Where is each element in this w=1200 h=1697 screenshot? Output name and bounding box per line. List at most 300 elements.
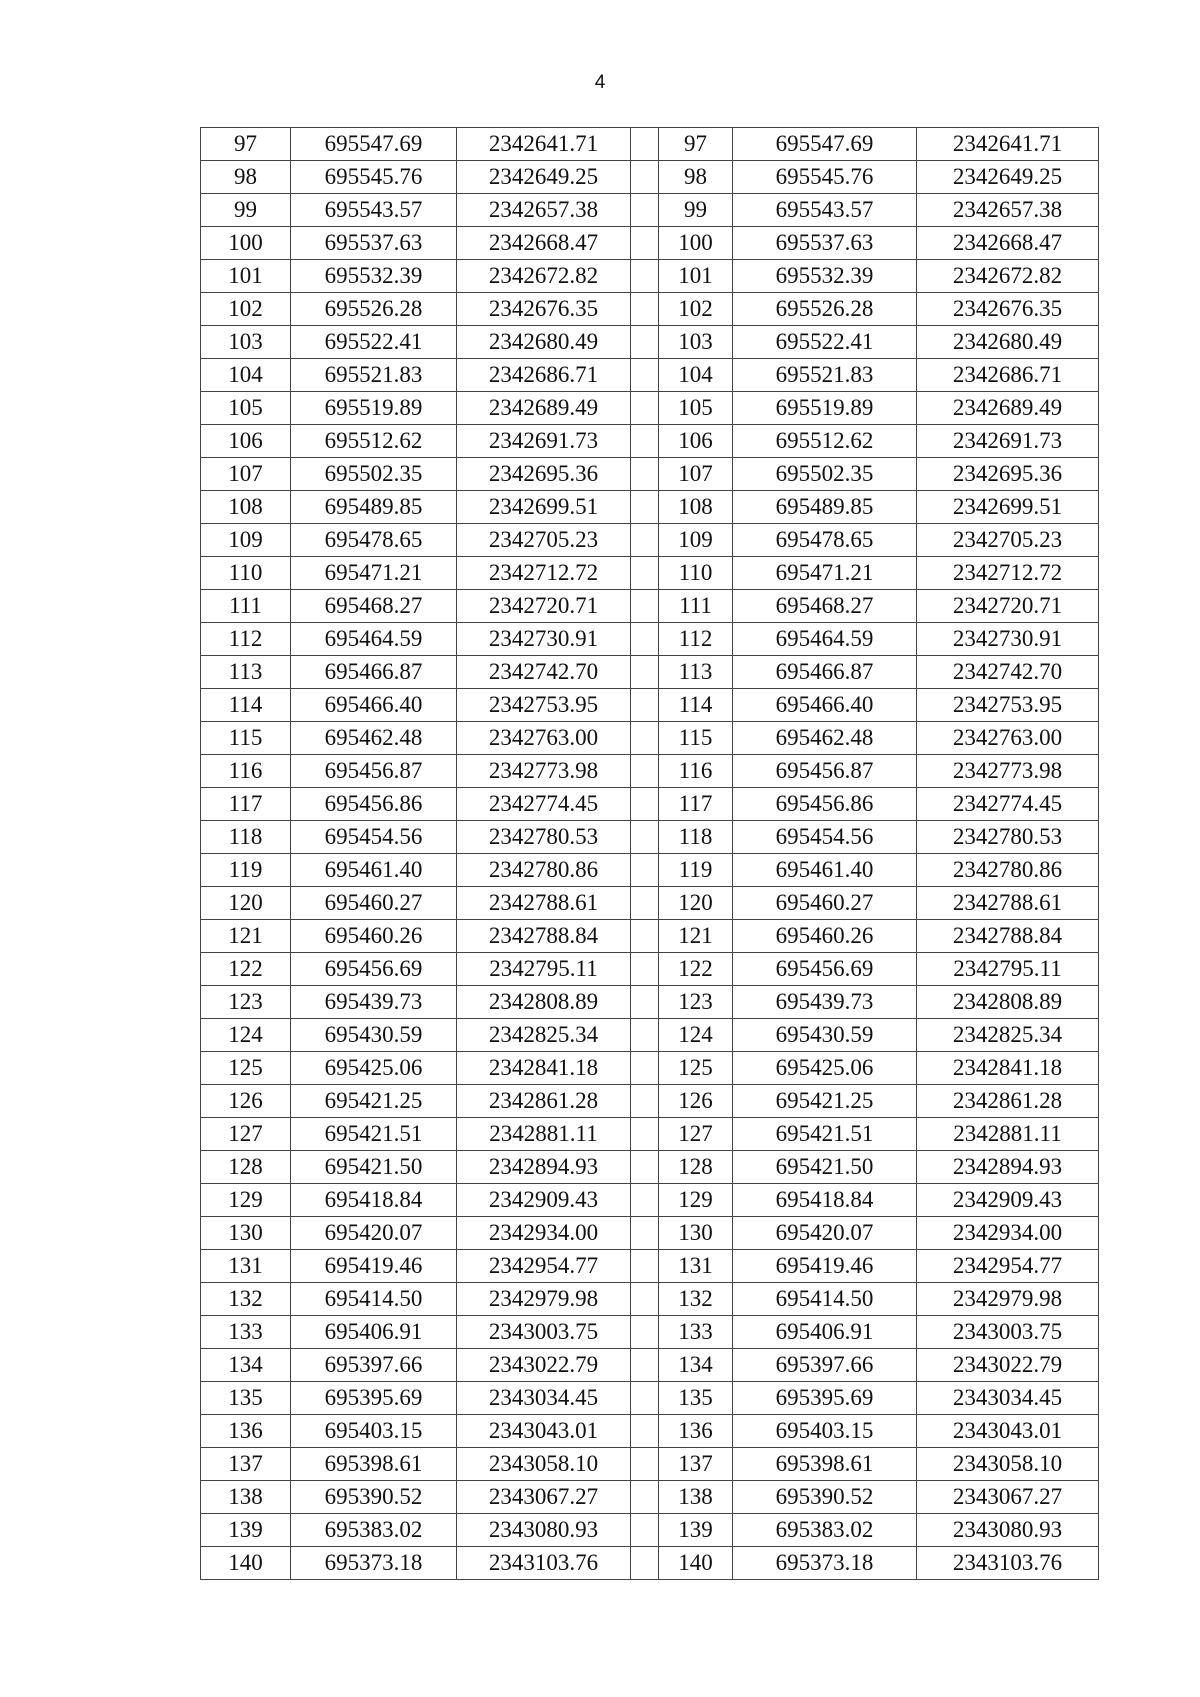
point-number-cell: 106 [201, 425, 291, 458]
y-coordinate-cell: 2342730.91 [917, 623, 1099, 656]
y-coordinate-cell: 2343103.76 [457, 1547, 631, 1580]
x-coordinate-cell: 695526.28 [291, 293, 457, 326]
y-coordinate-cell: 2343103.76 [917, 1547, 1099, 1580]
x-coordinate-cell: 695521.83 [291, 359, 457, 392]
y-coordinate-cell: 2343080.93 [457, 1514, 631, 1547]
y-coordinate-cell: 2342672.82 [457, 260, 631, 293]
y-coordinate-cell: 2342686.71 [457, 359, 631, 392]
point-number-cell: 97 [659, 128, 733, 161]
point-number-cell: 140 [201, 1547, 291, 1580]
y-coordinate-cell: 2342894.93 [457, 1151, 631, 1184]
x-coordinate-cell: 695502.35 [733, 458, 917, 491]
coordinate-table-body [201, 128, 1099, 1580]
x-coordinate-cell: 695478.65 [733, 524, 917, 557]
y-coordinate-cell: 2342699.51 [917, 491, 1099, 524]
x-coordinate-cell: 695398.61 [733, 1448, 917, 1481]
table-row [201, 920, 1099, 953]
point-number-cell: 126 [659, 1085, 733, 1118]
point-number-cell: 109 [659, 524, 733, 557]
point-number-cell: 107 [201, 458, 291, 491]
x-coordinate-cell: 695395.69 [291, 1382, 457, 1415]
x-coordinate-cell: 695462.48 [733, 722, 917, 755]
x-coordinate-cell: 695464.59 [733, 623, 917, 656]
y-coordinate-cell: 2342954.77 [917, 1250, 1099, 1283]
spacer-cell [631, 1547, 659, 1580]
table-row [201, 788, 1099, 821]
y-coordinate-cell: 2342730.91 [457, 623, 631, 656]
x-coordinate-cell: 695456.86 [291, 788, 457, 821]
y-coordinate-cell: 2343022.79 [457, 1349, 631, 1382]
point-number-cell: 123 [201, 986, 291, 1019]
table-row [201, 1547, 1099, 1580]
point-number-cell: 124 [201, 1019, 291, 1052]
x-coordinate-cell: 695406.91 [291, 1316, 457, 1349]
point-number-cell: 104 [659, 359, 733, 392]
point-number-cell: 136 [201, 1415, 291, 1448]
y-coordinate-cell: 2342934.00 [917, 1217, 1099, 1250]
point-number-cell: 114 [659, 689, 733, 722]
spacer-cell [631, 1481, 659, 1514]
table-row [201, 722, 1099, 755]
y-coordinate-cell: 2343043.01 [917, 1415, 1099, 1448]
spacer-cell [631, 590, 659, 623]
y-coordinate-cell: 2342641.71 [917, 128, 1099, 161]
y-coordinate-cell: 2343067.27 [917, 1481, 1099, 1514]
y-coordinate-cell: 2342695.36 [917, 458, 1099, 491]
table-row [201, 1349, 1099, 1382]
table-row [201, 326, 1099, 359]
x-coordinate-cell: 695519.89 [733, 392, 917, 425]
y-coordinate-cell: 2342680.49 [917, 326, 1099, 359]
point-number-cell: 140 [659, 1547, 733, 1580]
table-row [201, 260, 1099, 293]
y-coordinate-cell: 2342705.23 [457, 524, 631, 557]
point-number-cell: 127 [201, 1118, 291, 1151]
point-number-cell: 131 [659, 1250, 733, 1283]
point-number-cell: 101 [659, 260, 733, 293]
y-coordinate-cell: 2342934.00 [457, 1217, 631, 1250]
y-coordinate-cell: 2342720.71 [457, 590, 631, 623]
y-coordinate-cell: 2342742.70 [457, 656, 631, 689]
point-number-cell: 117 [201, 788, 291, 821]
y-coordinate-cell: 2342894.93 [917, 1151, 1099, 1184]
coordinate-table [200, 127, 1099, 1580]
x-coordinate-cell: 695468.27 [733, 590, 917, 623]
point-number-cell: 137 [659, 1448, 733, 1481]
point-number-cell: 103 [659, 326, 733, 359]
x-coordinate-cell: 695403.15 [291, 1415, 457, 1448]
x-coordinate-cell: 695414.50 [733, 1283, 917, 1316]
point-number-cell: 109 [201, 524, 291, 557]
y-coordinate-cell: 2342763.00 [917, 722, 1099, 755]
x-coordinate-cell: 695390.52 [291, 1481, 457, 1514]
table-row [201, 161, 1099, 194]
x-coordinate-cell: 695466.40 [733, 689, 917, 722]
x-coordinate-cell: 695430.59 [291, 1019, 457, 1052]
y-coordinate-cell: 2342788.84 [917, 920, 1099, 953]
table-row [201, 1448, 1099, 1481]
y-coordinate-cell: 2342712.72 [457, 557, 631, 590]
y-coordinate-cell: 2342841.18 [457, 1052, 631, 1085]
point-number-cell: 117 [659, 788, 733, 821]
table-row [201, 986, 1099, 1019]
spacer-cell [631, 227, 659, 260]
y-coordinate-cell: 2342691.73 [457, 425, 631, 458]
x-coordinate-cell: 695373.18 [733, 1547, 917, 1580]
point-number-cell: 114 [201, 689, 291, 722]
y-coordinate-cell: 2342861.28 [457, 1085, 631, 1118]
y-coordinate-cell: 2342861.28 [917, 1085, 1099, 1118]
point-number-cell: 139 [659, 1514, 733, 1547]
x-coordinate-cell: 695545.76 [733, 161, 917, 194]
y-coordinate-cell: 2342954.77 [457, 1250, 631, 1283]
x-coordinate-cell: 695418.84 [733, 1184, 917, 1217]
point-number-cell: 138 [201, 1481, 291, 1514]
x-coordinate-cell: 695466.87 [733, 656, 917, 689]
point-number-cell: 124 [659, 1019, 733, 1052]
point-number-cell: 132 [201, 1283, 291, 1316]
point-number-cell: 108 [659, 491, 733, 524]
table-row [201, 821, 1099, 854]
point-number-cell: 125 [201, 1052, 291, 1085]
x-coordinate-cell: 695532.39 [733, 260, 917, 293]
x-coordinate-cell: 695383.02 [733, 1514, 917, 1547]
spacer-cell [631, 689, 659, 722]
x-coordinate-cell: 695456.86 [733, 788, 917, 821]
table-row [201, 293, 1099, 326]
y-coordinate-cell: 2343034.45 [917, 1382, 1099, 1415]
y-coordinate-cell: 2342773.98 [457, 755, 631, 788]
y-coordinate-cell: 2342780.86 [917, 854, 1099, 887]
spacer-cell [631, 1415, 659, 1448]
x-coordinate-cell: 695398.61 [291, 1448, 457, 1481]
point-number-cell: 127 [659, 1118, 733, 1151]
point-number-cell: 116 [659, 755, 733, 788]
point-number-cell: 122 [201, 953, 291, 986]
y-coordinate-cell: 2342881.11 [917, 1118, 1099, 1151]
point-number-cell: 99 [659, 194, 733, 227]
spacer-cell [631, 491, 659, 524]
table-row [201, 887, 1099, 920]
x-coordinate-cell: 695471.21 [291, 557, 457, 590]
y-coordinate-cell: 2343058.10 [457, 1448, 631, 1481]
x-coordinate-cell: 695456.69 [733, 953, 917, 986]
spacer-cell [631, 722, 659, 755]
point-number-cell: 113 [659, 656, 733, 689]
spacer-cell [631, 1382, 659, 1415]
point-number-cell: 138 [659, 1481, 733, 1514]
table-row [201, 1250, 1099, 1283]
x-coordinate-cell: 695403.15 [733, 1415, 917, 1448]
x-coordinate-cell: 695471.21 [733, 557, 917, 590]
table-row [201, 623, 1099, 656]
y-coordinate-cell: 2342672.82 [917, 260, 1099, 293]
point-number-cell: 103 [201, 326, 291, 359]
spacer-cell [631, 194, 659, 227]
point-number-cell: 137 [201, 1448, 291, 1481]
table-row [201, 359, 1099, 392]
table-row [201, 1019, 1099, 1052]
y-coordinate-cell: 2342979.98 [457, 1283, 631, 1316]
x-coordinate-cell: 695425.06 [291, 1052, 457, 1085]
spacer-cell [631, 161, 659, 194]
table-row [201, 1217, 1099, 1250]
y-coordinate-cell: 2342780.53 [917, 821, 1099, 854]
x-coordinate-cell: 695419.46 [733, 1250, 917, 1283]
table-row [201, 755, 1099, 788]
spacer-cell [631, 953, 659, 986]
y-coordinate-cell: 2342795.11 [457, 953, 631, 986]
x-coordinate-cell: 695489.85 [291, 491, 457, 524]
point-number-cell: 110 [201, 557, 291, 590]
x-coordinate-cell: 695547.69 [291, 128, 457, 161]
spacer-cell [631, 1349, 659, 1382]
y-coordinate-cell: 2342691.73 [917, 425, 1099, 458]
table-row [201, 1283, 1099, 1316]
x-coordinate-cell: 695390.52 [733, 1481, 917, 1514]
x-coordinate-cell: 695545.76 [291, 161, 457, 194]
point-number-cell: 111 [659, 590, 733, 623]
table-row [201, 524, 1099, 557]
point-number-cell: 98 [201, 161, 291, 194]
y-coordinate-cell: 2342695.36 [457, 458, 631, 491]
x-coordinate-cell: 695421.51 [291, 1118, 457, 1151]
x-coordinate-cell: 695456.69 [291, 953, 457, 986]
table-row [201, 1382, 1099, 1415]
y-coordinate-cell: 2342712.72 [917, 557, 1099, 590]
x-coordinate-cell: 695421.25 [291, 1085, 457, 1118]
point-number-cell: 125 [659, 1052, 733, 1085]
y-coordinate-cell: 2342774.45 [917, 788, 1099, 821]
y-coordinate-cell: 2342657.38 [917, 194, 1099, 227]
x-coordinate-cell: 695419.46 [291, 1250, 457, 1283]
y-coordinate-cell: 2343003.75 [917, 1316, 1099, 1349]
point-number-cell: 119 [201, 854, 291, 887]
y-coordinate-cell: 2342668.47 [457, 227, 631, 260]
x-coordinate-cell: 695537.63 [733, 227, 917, 260]
x-coordinate-cell: 695418.84 [291, 1184, 457, 1217]
y-coordinate-cell: 2342649.25 [917, 161, 1099, 194]
y-coordinate-cell: 2342689.49 [457, 392, 631, 425]
x-coordinate-cell: 695397.66 [733, 1349, 917, 1382]
table-row [201, 1415, 1099, 1448]
table-row [201, 953, 1099, 986]
point-number-cell: 134 [201, 1349, 291, 1382]
x-coordinate-cell: 695543.57 [291, 194, 457, 227]
spacer-cell [631, 821, 659, 854]
spacer-cell [631, 887, 659, 920]
y-coordinate-cell: 2342788.84 [457, 920, 631, 953]
point-number-cell: 105 [659, 392, 733, 425]
spacer-cell [631, 260, 659, 293]
y-coordinate-cell: 2342649.25 [457, 161, 631, 194]
spacer-cell [631, 854, 659, 887]
spacer-cell [631, 920, 659, 953]
y-coordinate-cell: 2343058.10 [917, 1448, 1099, 1481]
x-coordinate-cell: 695466.87 [291, 656, 457, 689]
spacer-cell [631, 1250, 659, 1283]
point-number-cell: 135 [659, 1382, 733, 1415]
spacer-cell [631, 359, 659, 392]
x-coordinate-cell: 695383.02 [291, 1514, 457, 1547]
spacer-cell [631, 1514, 659, 1547]
x-coordinate-cell: 695512.62 [733, 425, 917, 458]
spacer-cell [631, 1052, 659, 1085]
x-coordinate-cell: 695537.63 [291, 227, 457, 260]
y-coordinate-cell: 2342825.34 [917, 1019, 1099, 1052]
x-coordinate-cell: 695397.66 [291, 1349, 457, 1382]
table-row [201, 491, 1099, 524]
x-coordinate-cell: 695502.35 [291, 458, 457, 491]
x-coordinate-cell: 695460.27 [291, 887, 457, 920]
table-row [201, 1481, 1099, 1514]
point-number-cell: 118 [201, 821, 291, 854]
y-coordinate-cell: 2342720.71 [917, 590, 1099, 623]
x-coordinate-cell: 695460.27 [733, 887, 917, 920]
point-number-cell: 139 [201, 1514, 291, 1547]
y-coordinate-cell: 2342773.98 [917, 755, 1099, 788]
point-number-cell: 128 [659, 1151, 733, 1184]
point-number-cell: 121 [201, 920, 291, 953]
y-coordinate-cell: 2342788.61 [917, 887, 1099, 920]
table-row [201, 1151, 1099, 1184]
x-coordinate-cell: 695420.07 [291, 1217, 457, 1250]
y-coordinate-cell: 2343003.75 [457, 1316, 631, 1349]
y-coordinate-cell: 2343022.79 [917, 1349, 1099, 1382]
y-coordinate-cell: 2343034.45 [457, 1382, 631, 1415]
y-coordinate-cell: 2342668.47 [917, 227, 1099, 260]
x-coordinate-cell: 695421.50 [733, 1151, 917, 1184]
y-coordinate-cell: 2342676.35 [917, 293, 1099, 326]
y-coordinate-cell: 2342680.49 [457, 326, 631, 359]
point-number-cell: 102 [201, 293, 291, 326]
point-number-cell: 120 [659, 887, 733, 920]
x-coordinate-cell: 695373.18 [291, 1547, 457, 1580]
point-number-cell: 136 [659, 1415, 733, 1448]
y-coordinate-cell: 2343080.93 [917, 1514, 1099, 1547]
x-coordinate-cell: 695454.56 [733, 821, 917, 854]
point-number-cell: 100 [201, 227, 291, 260]
point-number-cell: 107 [659, 458, 733, 491]
point-number-cell: 128 [201, 1151, 291, 1184]
x-coordinate-cell: 695439.73 [291, 986, 457, 1019]
point-number-cell: 111 [201, 590, 291, 623]
table-row [201, 689, 1099, 722]
x-coordinate-cell: 695460.26 [291, 920, 457, 953]
point-number-cell: 100 [659, 227, 733, 260]
y-coordinate-cell: 2342808.89 [917, 986, 1099, 1019]
x-coordinate-cell: 695420.07 [733, 1217, 917, 1250]
y-coordinate-cell: 2342881.11 [457, 1118, 631, 1151]
y-coordinate-cell: 2342699.51 [457, 491, 631, 524]
x-coordinate-cell: 695439.73 [733, 986, 917, 1019]
point-number-cell: 135 [201, 1382, 291, 1415]
table-row [201, 1118, 1099, 1151]
point-number-cell: 98 [659, 161, 733, 194]
point-number-cell: 97 [201, 128, 291, 161]
spacer-cell [631, 623, 659, 656]
x-coordinate-cell: 695456.87 [291, 755, 457, 788]
point-number-cell: 131 [201, 1250, 291, 1283]
y-coordinate-cell: 2343067.27 [457, 1481, 631, 1514]
y-coordinate-cell: 2342909.43 [457, 1184, 631, 1217]
table-row [201, 1085, 1099, 1118]
spacer-cell [631, 326, 659, 359]
point-number-cell: 113 [201, 656, 291, 689]
x-coordinate-cell: 695543.57 [733, 194, 917, 227]
table-row [201, 194, 1099, 227]
y-coordinate-cell: 2342979.98 [917, 1283, 1099, 1316]
point-number-cell: 121 [659, 920, 733, 953]
x-coordinate-cell: 695526.28 [733, 293, 917, 326]
table-row [201, 656, 1099, 689]
x-coordinate-cell: 695430.59 [733, 1019, 917, 1052]
point-number-cell: 108 [201, 491, 291, 524]
y-coordinate-cell: 2342689.49 [917, 392, 1099, 425]
x-coordinate-cell: 695464.59 [291, 623, 457, 656]
x-coordinate-cell: 695456.87 [733, 755, 917, 788]
point-number-cell: 102 [659, 293, 733, 326]
y-coordinate-cell: 2342788.61 [457, 887, 631, 920]
point-number-cell: 99 [201, 194, 291, 227]
spacer-cell [631, 1283, 659, 1316]
point-number-cell: 122 [659, 953, 733, 986]
y-coordinate-cell: 2342780.86 [457, 854, 631, 887]
x-coordinate-cell: 695512.62 [291, 425, 457, 458]
x-coordinate-cell: 695532.39 [291, 260, 457, 293]
y-coordinate-cell: 2342753.95 [917, 689, 1099, 722]
point-number-cell: 130 [201, 1217, 291, 1250]
x-coordinate-cell: 695421.51 [733, 1118, 917, 1151]
point-number-cell: 129 [659, 1184, 733, 1217]
y-coordinate-cell: 2342808.89 [457, 986, 631, 1019]
y-coordinate-cell: 2342909.43 [917, 1184, 1099, 1217]
spacer-cell [631, 524, 659, 557]
x-coordinate-cell: 695421.25 [733, 1085, 917, 1118]
spacer-cell [631, 788, 659, 821]
point-number-cell: 133 [201, 1316, 291, 1349]
table-row [201, 128, 1099, 161]
point-number-cell: 101 [201, 260, 291, 293]
spacer-cell [631, 458, 659, 491]
table-row [201, 854, 1099, 887]
x-coordinate-cell: 695461.40 [291, 854, 457, 887]
x-coordinate-cell: 695547.69 [733, 128, 917, 161]
table-row [201, 425, 1099, 458]
y-coordinate-cell: 2342774.45 [457, 788, 631, 821]
point-number-cell: 119 [659, 854, 733, 887]
spacer-cell [631, 1217, 659, 1250]
spacer-cell [631, 128, 659, 161]
spacer-cell [631, 1316, 659, 1349]
table-row [201, 458, 1099, 491]
spacer-cell [631, 1085, 659, 1118]
y-coordinate-cell: 2342686.71 [917, 359, 1099, 392]
y-coordinate-cell: 2343043.01 [457, 1415, 631, 1448]
x-coordinate-cell: 695522.41 [733, 326, 917, 359]
x-coordinate-cell: 695478.65 [291, 524, 457, 557]
x-coordinate-cell: 695461.40 [733, 854, 917, 887]
table-row [201, 1316, 1099, 1349]
spacer-cell [631, 1151, 659, 1184]
y-coordinate-cell: 2342676.35 [457, 293, 631, 326]
spacer-cell [631, 425, 659, 458]
spacer-cell [631, 656, 659, 689]
x-coordinate-cell: 695425.06 [733, 1052, 917, 1085]
point-number-cell: 110 [659, 557, 733, 590]
y-coordinate-cell: 2342795.11 [917, 953, 1099, 986]
table-row [201, 557, 1099, 590]
